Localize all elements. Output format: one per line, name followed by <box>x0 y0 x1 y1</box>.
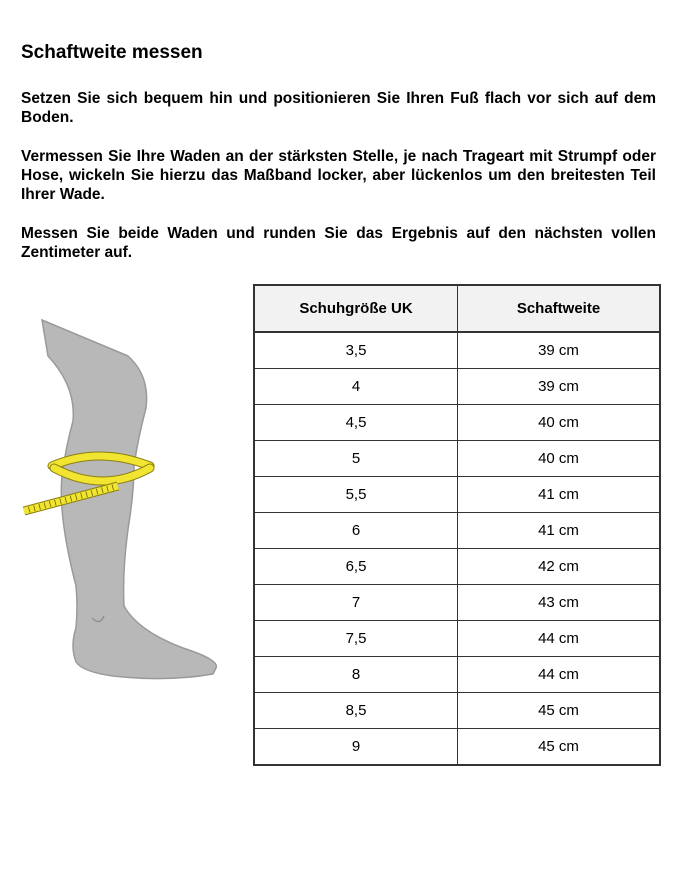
cell-shoe-size: 3,5 <box>254 332 458 369</box>
cell-shoe-size: 6,5 <box>254 549 458 585</box>
cell-shaft-width: 42 cm <box>458 549 661 585</box>
cell-shoe-size: 8,5 <box>254 693 458 729</box>
instruction-paragraph-3: Messen Sie beide Waden und runden Sie das Ergebnis auf den nächsten vollen Zentimeter auf. <box>21 225 656 261</box>
table-header-row <box>254 285 660 332</box>
cell-shoe-size: 6 <box>254 513 458 549</box>
cell-shaft-width: 45 cm <box>458 729 661 766</box>
cell-shaft-width: 41 cm <box>458 513 661 549</box>
leg-with-tape-measure-icon <box>18 316 223 681</box>
cell-shaft-width: 40 cm <box>458 441 661 477</box>
cell-shaft-width: 45 cm <box>458 693 661 729</box>
cell-shoe-size: 4,5 <box>254 405 458 441</box>
column-header-shoe-size: Schuhgröße UK <box>254 285 458 332</box>
table-row <box>254 549 660 585</box>
table-row <box>254 729 660 766</box>
instruction-paragraph-1: Setzen Sie sich bequem hin und positionieren Sie Ihren Fuß flach vor sich auf dem Boden. <box>21 90 656 126</box>
column-header-shaft-width: Schaftweite <box>458 285 661 332</box>
table-row <box>254 405 660 441</box>
table-row <box>254 477 660 513</box>
cell-shaft-width: 41 cm <box>458 477 661 513</box>
table-row <box>254 585 660 621</box>
table-row <box>254 513 660 549</box>
table-row <box>254 332 660 369</box>
cell-shoe-size: 9 <box>254 729 458 766</box>
cell-shoe-size: 5 <box>254 441 458 477</box>
instruction-paragraph-2: Vermessen Sie Ihre Waden an der stärksten Stelle, je nach Trageart mit Strumpf oder Hose, wickeln Sie hierzu das Maßband locker, aber lückenlos um den breitesten Teil Ihrer Wade. <box>21 148 656 203</box>
cell-shaft-width: 44 cm <box>458 657 661 693</box>
cell-shaft-width: 44 cm <box>458 621 661 657</box>
cell-shoe-size: 4 <box>254 369 458 405</box>
page-title: Schaftweite messen <box>21 42 203 63</box>
cell-shaft-width: 40 cm <box>458 405 661 441</box>
table-row <box>254 657 660 693</box>
table-row <box>254 369 660 405</box>
cell-shoe-size: 5,5 <box>254 477 458 513</box>
cell-shaft-width: 43 cm <box>458 585 661 621</box>
table-row <box>254 693 660 729</box>
cell-shaft-width: 39 cm <box>458 332 661 369</box>
table-row <box>254 441 660 477</box>
table-row <box>254 621 660 657</box>
cell-shoe-size: 8 <box>254 657 458 693</box>
cell-shaft-width: 39 cm <box>458 369 661 405</box>
cell-shoe-size: 7 <box>254 585 458 621</box>
size-table <box>253 284 661 766</box>
cell-shoe-size: 7,5 <box>254 621 458 657</box>
